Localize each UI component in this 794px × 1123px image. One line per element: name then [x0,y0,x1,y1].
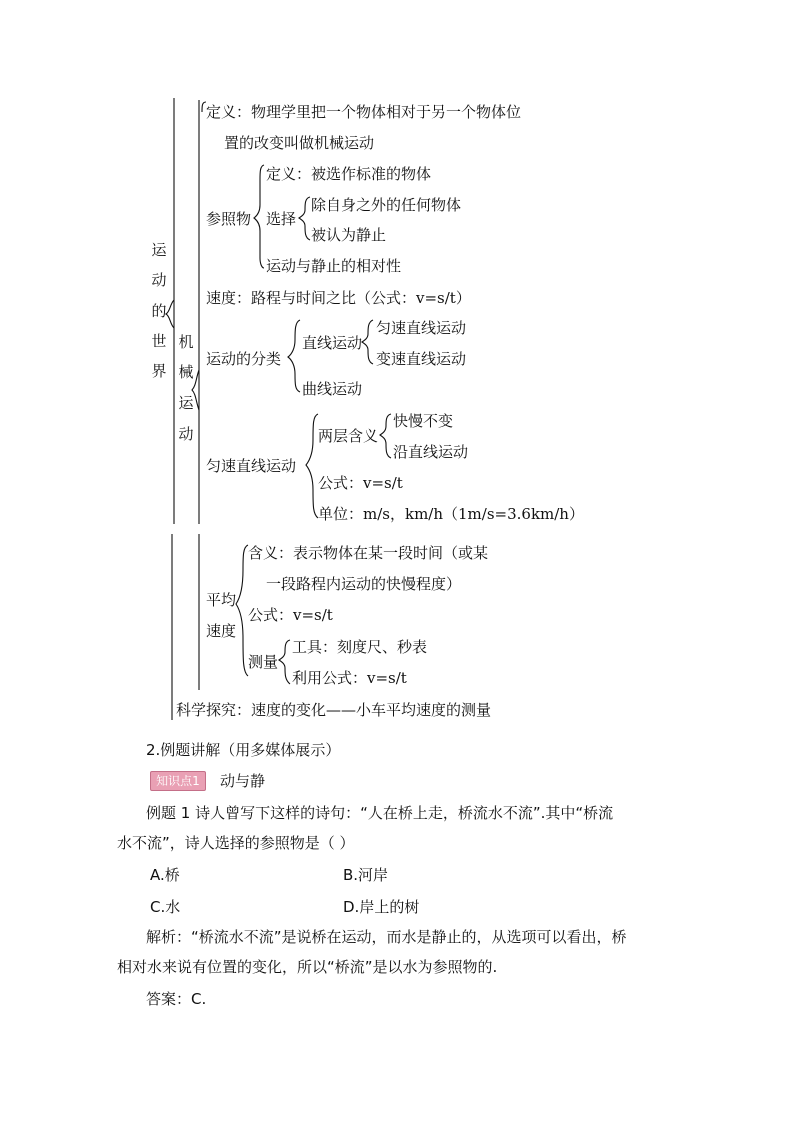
analysis-line-1: 解析：“桥流水不流”是说桥在运动，而水是静止的，从选项可以看出，桥 [146,928,627,946]
ref-relativity: 运动与静止的相对性 [266,257,402,275]
definition-line-2: 置的改变叫做机械运动 [224,134,375,152]
measure-brace [279,640,290,684]
root-char: 运 [151,241,167,259]
meaning-2: 沿直线运动 [393,443,469,461]
inquiry-line: 科学探究：速度的变化——小车平均速度的测量 [176,701,492,719]
root-char: 界 [151,362,167,380]
mech-char: 运 [178,394,194,412]
example-line-1: 例题 1 诗人曾写下这样的诗句：“人在桥上走，桥流水不流”.其中“桥流 [146,804,614,822]
knowledge-point-badge: 知识点1 [150,771,206,791]
unit-line: 单位：m/s，km/h（1m/s=3.6km/h） [318,505,584,523]
avg-speed-label-2: 速度 [206,622,237,640]
measure-formula: 利用公式：v=s/t [292,669,407,687]
root-char: 世 [151,332,167,350]
option-c: C.水 [150,898,181,916]
avg-speed-label-1: 平均 [206,591,237,609]
straight-brace [362,320,373,364]
speed-definition: 速度：路程与时间之比（公式：v=s/t） [206,289,471,307]
option-a: A.桥 [150,866,180,884]
measure-tools: 工具：刻度尺、秒表 [292,638,428,656]
topic-title: 动与静 [220,772,266,790]
analysis-line-2: 相对水来说有位置的变化，所以“桥流”是以水为参照物的. [117,958,498,976]
ref-choice-label: 选择 [266,210,297,228]
root-char: 动 [151,271,167,289]
meaning-1: 快慢不变 [393,412,454,430]
section-heading: 2.例题讲解（用多媒体展示） [146,741,341,759]
curve-motion: 曲线运动 [302,380,363,398]
option-d: D.岸上的树 [343,898,420,916]
straight-label: 直线运动 [302,334,363,352]
classification-label: 运动的分类 [206,350,282,368]
select-brace [299,197,310,240]
avg-meaning-line-1: 含义：表示物体在某一段时间（或某 [248,544,489,562]
ref-definition: 定义：被选作标准的物体 [266,165,432,183]
meaning-brace [380,414,391,458]
avg-meaning-line-2: 一段路程内运动的快慢程度） [266,575,462,593]
uniform-motion-label: 匀速直线运动 [206,457,297,475]
class-brace [288,320,300,392]
two-meanings-label: 两层含义 [318,427,379,445]
definition-line-1: 定义：物理学里把一个物体相对于另一个物体位 [206,103,522,121]
uniform-brace [306,414,318,518]
avg-brace [236,545,248,676]
mech-char: 械 [178,363,194,381]
uniform-straight: 匀速直线运动 [376,319,467,337]
reference-label: 参照物 [206,210,252,228]
mech-char: 动 [178,425,194,443]
option-b: B.河岸 [343,866,389,884]
root-char: 的 [151,302,167,320]
formula-1: 公式：v=s/t [318,474,403,492]
variable-straight: 变速直线运动 [376,350,467,368]
formula-2: 公式：v=s/t [248,606,333,624]
ref-choice-1: 除自身之外的任何物体 [311,196,462,214]
ref-choice-2: 被认为静止 [311,226,387,244]
example-line-2: 水不流”，诗人选择的参照物是（ ） [117,834,355,852]
mech-char: 机 [178,333,194,351]
measure-label: 测量 [248,653,279,671]
ref-brace [254,165,264,268]
answer-line: 答案：C. [146,990,207,1008]
